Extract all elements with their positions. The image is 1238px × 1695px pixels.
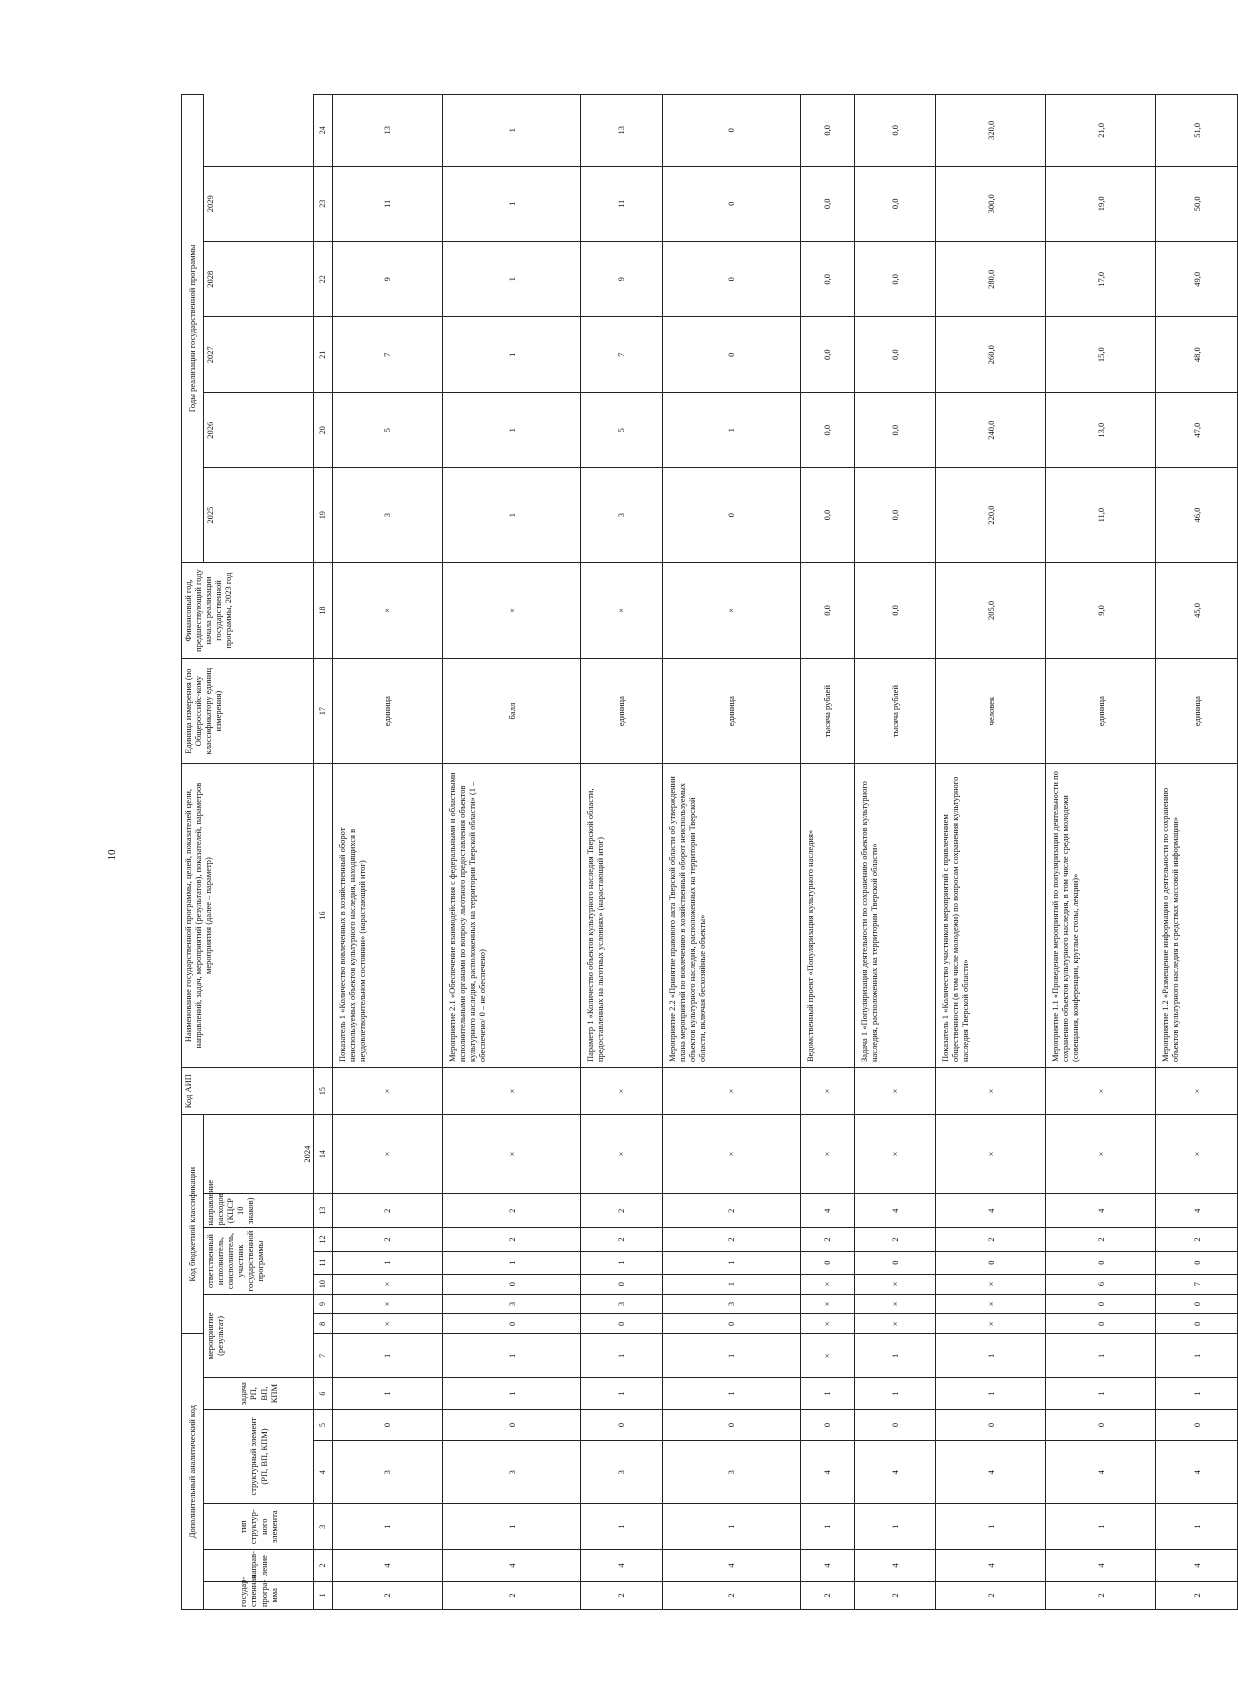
index-cell: 15 [314, 1068, 333, 1115]
name-cell: Мероприятие 2.2 «Принятие правового акта Тверской области об утверждении плана мероприятий по вовлечению в хозяйственный оборот неиспользуемых объектов культурного наследия, расположенных на территории Тверской области, включая бесхозяйные объекты» [662, 764, 800, 1068]
base-year-cell: 205,0 [936, 562, 1046, 658]
year-value-cell: 0,0 [854, 317, 936, 392]
code-cell: 1 [1046, 1378, 1156, 1409]
year-value-cell: 1 [442, 166, 580, 241]
code-cell: 0 [1046, 1251, 1156, 1274]
header-fin-year: Финансовый год, предшествующий году начала реализации государственной программы, 2023 год [182, 562, 314, 658]
code-cell: 3 [581, 1441, 663, 1504]
name-cell: Показатель 1 «Количество вовлеченных в хозяйственный оборот неиспользуемых объектов культурного наследия, находящихся в неудовлетворительном состоянии» (нарастающий итог) [333, 764, 443, 1068]
year-value-cell: 5 [581, 392, 663, 467]
table-row [662, 95, 800, 1610]
code-cell: 1 [442, 1334, 580, 1378]
code-cell: 1 [854, 1378, 936, 1409]
code-cell: 0 [442, 1314, 580, 1334]
code-cell: 1 [581, 1334, 663, 1378]
table-row [801, 95, 855, 1610]
code-cell: 0 [1046, 1294, 1156, 1314]
index-cell: 10 [314, 1274, 333, 1294]
index-cell: 21 [314, 317, 333, 392]
code-cell: 4 [1046, 1550, 1156, 1581]
header-aip-code: Код АИП [182, 1068, 314, 1115]
code-cell: 0 [1156, 1294, 1238, 1314]
code-cell: × [801, 1314, 855, 1334]
year-value-cell: 0,0 [854, 242, 936, 317]
code-cell: 1 [442, 1251, 580, 1274]
header-year-2028: 2028 [204, 242, 314, 317]
table-row [442, 95, 580, 1610]
unit-cell: единица [581, 659, 663, 764]
table-row [854, 95, 936, 1610]
index-cell: 17 [314, 659, 333, 764]
year-value-cell: 7 [581, 317, 663, 392]
base-year-cell: × [442, 562, 580, 658]
code-cell: 0 [442, 1409, 580, 1440]
year-value-cell: 3 [581, 468, 663, 562]
year-value-cell: 240,0 [936, 392, 1046, 467]
index-cell: 20 [314, 392, 333, 467]
code-cell: 4 [662, 1550, 800, 1581]
code-cell: 2 [936, 1228, 1046, 1251]
code-cell: 2 [801, 1228, 855, 1251]
code-cell: 4 [581, 1550, 663, 1581]
code-cell: 4 [1046, 1193, 1156, 1228]
year-value-cell: 1 [442, 95, 580, 167]
code-cell: × [1046, 1115, 1156, 1194]
name-cell: Мероприятие 1.1 «Проведение мероприятий по популяризации деятельности по сохранению объектов культурного наследия, в том числе среди молодежи (совещания, конференции, круглые столы, лекции)» [1046, 764, 1156, 1068]
index-cell: 1 [314, 1581, 333, 1609]
code-cell: × [1156, 1068, 1238, 1115]
code-cell: 1 [662, 1378, 800, 1409]
year-value-cell: 1 [442, 392, 580, 467]
code-cell: 4 [854, 1193, 936, 1228]
year-value-cell: 0,0 [801, 242, 855, 317]
unit-cell: балл [442, 659, 580, 764]
code-cell: 2 [442, 1581, 580, 1609]
code-cell: 4 [801, 1441, 855, 1504]
code-cell: 1 [662, 1334, 800, 1378]
code-cell: 4 [1156, 1441, 1238, 1504]
table-row [581, 95, 663, 1610]
code-cell: 1 [581, 1378, 663, 1409]
code-cell: 1 [1156, 1504, 1238, 1550]
code-cell: 0 [662, 1314, 800, 1334]
year-value-cell: 17,0 [1046, 242, 1156, 317]
year-value-cell: 0,0 [854, 468, 936, 562]
code-cell: 1 [1046, 1504, 1156, 1550]
year-value-cell: 0,0 [801, 317, 855, 392]
table-body [333, 95, 1238, 1610]
base-year-cell: × [333, 562, 443, 658]
index-cell: 24 [314, 95, 333, 167]
year-value-cell: 0 [662, 95, 800, 167]
code-cell: 2 [662, 1193, 800, 1228]
header-budget-code-span: Код бюджетной классификации [182, 1115, 204, 1334]
index-cell: 9 [314, 1294, 333, 1314]
year-value-cell: 1 [442, 242, 580, 317]
code-cell: 2 [333, 1581, 443, 1609]
year-value-cell: 280,0 [936, 242, 1046, 317]
code-cell: 3 [662, 1294, 800, 1314]
index-cell: 2 [314, 1550, 333, 1581]
year-value-cell: 0,0 [854, 95, 936, 167]
name-cell: Мероприятие 2.1 «Обеспечение взаимодействия с федеральными и областными исполнительными органами по вопросу льготного предоставления объектов культурного наследия, расположенных на территории Тверской области» (1 – обеспечено/ 0 – не обеспечено) [442, 764, 580, 1068]
year-value-cell: 11,0 [1046, 468, 1156, 562]
code-cell: 1 [1156, 1334, 1238, 1378]
header-year-2027: 2027 [204, 317, 314, 392]
name-cell: Показатель 1 «Количество участников мероприятий с привлечением общественности (в том числе молодежи) по вопросам сохранения культурного наследия Тверской области» [936, 764, 1046, 1068]
table-row [333, 95, 443, 1610]
code-cell: 1 [333, 1504, 443, 1550]
table-row [1046, 95, 1156, 1610]
code-cell: 0 [581, 1409, 663, 1440]
code-cell: × [333, 1294, 443, 1314]
year-value-cell: 13,0 [1046, 392, 1156, 467]
code-cell: 1 [1156, 1378, 1238, 1409]
base-year-cell: 0,0 [854, 562, 936, 658]
code-cell: × [801, 1115, 855, 1194]
year-value-cell: 0 [662, 166, 800, 241]
code-cell: 2 [801, 1581, 855, 1609]
header-name: Наименование государственной программы, целей, показателей цели, направлений, задач, мероприятий (результатов), показателей, параметров мероприятия (далее – параметр) [182, 764, 314, 1068]
year-value-cell: 19,0 [1046, 166, 1156, 241]
year-value-cell: 1 [442, 468, 580, 562]
code-cell: × [936, 1294, 1046, 1314]
header-year-2025: 2025 [204, 468, 314, 562]
index-cell: 8 [314, 1314, 333, 1334]
index-cell: 12 [314, 1228, 333, 1251]
code-cell: × [854, 1068, 936, 1115]
code-cell: 1 [662, 1251, 800, 1274]
year-value-cell: 320,0 [936, 95, 1046, 167]
code-cell: 2 [1046, 1228, 1156, 1251]
code-cell: 0 [854, 1409, 936, 1440]
header-year-2029: 2029 [204, 166, 314, 241]
code-cell: 4 [442, 1550, 580, 1581]
year-value-cell: 48,0 [1156, 317, 1238, 392]
code-cell: × [1046, 1068, 1156, 1115]
code-cell: 0 [936, 1251, 1046, 1274]
year-value-cell: 51,0 [1156, 95, 1238, 167]
table-header [182, 95, 333, 1610]
code-cell: 0 [1156, 1314, 1238, 1334]
year-value-cell: 9 [333, 242, 443, 317]
code-cell: 1 [662, 1274, 800, 1294]
header-year-2026: 2026 [204, 392, 314, 467]
header-direction: направ-ление [204, 1550, 314, 1581]
code-cell: 3 [333, 1441, 443, 1504]
code-cell: × [662, 1115, 800, 1194]
code-cell: 1 [333, 1334, 443, 1378]
year-value-cell: 0,0 [801, 166, 855, 241]
code-cell: 1 [442, 1378, 580, 1409]
code-cell: × [333, 1314, 443, 1334]
code-cell: 0 [1156, 1409, 1238, 1440]
base-year-cell: 45,0 [1156, 562, 1238, 658]
code-cell: 2 [333, 1193, 443, 1228]
code-cell: × [801, 1294, 855, 1314]
code-cell: 1 [581, 1251, 663, 1274]
code-cell: × [854, 1314, 936, 1334]
base-year-cell: × [581, 562, 663, 658]
name-cell: Задача 1 «Популяризация деятельности по сохранению объектов культурного наследия, расположенных на территории Тверской области» [854, 764, 936, 1068]
code-cell: × [801, 1334, 855, 1378]
year-value-cell: 50,0 [1156, 166, 1238, 241]
index-cell: 19 [314, 468, 333, 562]
unit-cell: единица [662, 659, 800, 764]
year-value-cell: 300,0 [936, 166, 1046, 241]
year-value-cell: 1 [662, 392, 800, 467]
header-additional-code: Дополнительный аналитический код [182, 1334, 204, 1610]
code-cell: 2 [581, 1228, 663, 1251]
code-cell: 0 [936, 1409, 1046, 1440]
header-struct-element: структурный элемент (РП, ВП, КПМ) [204, 1409, 314, 1503]
page-number: 10 [106, 849, 118, 861]
year-value-cell: 13 [581, 95, 663, 167]
code-cell: 0 [854, 1251, 936, 1274]
code-cell: 4 [801, 1550, 855, 1581]
index-cell: 7 [314, 1334, 333, 1378]
header-event: мероприятие (результат) [204, 1294, 314, 1378]
code-cell: 1 [801, 1504, 855, 1550]
year-value-cell: 260,0 [936, 317, 1046, 392]
unit-cell: единица [333, 659, 443, 764]
year-value-cell: 0 [662, 242, 800, 317]
base-year-cell: × [662, 562, 800, 658]
table-row [1156, 95, 1238, 1610]
code-cell: 4 [936, 1550, 1046, 1581]
code-cell: 4 [854, 1550, 936, 1581]
year-value-cell: 0 [662, 317, 800, 392]
code-cell: 1 [936, 1504, 1046, 1550]
code-cell: 0 [1046, 1314, 1156, 1334]
index-cell: 22 [314, 242, 333, 317]
index-cell: 23 [314, 166, 333, 241]
year-value-cell: 0,0 [801, 392, 855, 467]
header-unit: Единица измерения (по Общероссийс-кому классификатору единиц измерения) [182, 659, 314, 764]
code-cell: 2 [1156, 1581, 1238, 1609]
name-cell: Ведомственный проект «Популяризация культурного наследия» [801, 764, 855, 1068]
program-table [181, 94, 1238, 1610]
year-value-cell: 0,0 [801, 468, 855, 562]
year-value-cell: 11 [581, 166, 663, 241]
year-value-cell: 49,0 [1156, 242, 1238, 317]
year-value-cell: 7 [333, 317, 443, 392]
code-cell: 0 [662, 1409, 800, 1440]
code-cell: 2 [442, 1228, 580, 1251]
code-cell: 1 [936, 1378, 1046, 1409]
header-year-2024: 2024 [204, 1115, 314, 1194]
year-value-cell: 0,0 [854, 166, 936, 241]
base-year-cell: 9,0 [1046, 562, 1156, 658]
code-cell: × [442, 1068, 580, 1115]
year-value-cell: 13 [333, 95, 443, 167]
year-value-cell: 1 [442, 317, 580, 392]
code-cell: 1 [333, 1378, 443, 1409]
code-cell: 0 [333, 1409, 443, 1440]
index-cell: 13 [314, 1193, 333, 1228]
index-cell: 14 [314, 1115, 333, 1194]
code-cell: 0 [581, 1274, 663, 1294]
unit-cell: единица [1046, 659, 1156, 764]
code-cell: × [662, 1068, 800, 1115]
code-cell: 3 [581, 1294, 663, 1314]
name-cell: Мероприятие 1.2 «Размещение информации о деятельности по сохранению объектов культурного наследия в средствах массовой информации» [1156, 764, 1238, 1068]
base-year-cell: 0,0 [801, 562, 855, 658]
year-value-cell: 0,0 [801, 95, 855, 167]
header-executor: ответственный исполнитель, соисполнитель, участник государственной программы [204, 1228, 314, 1294]
code-cell: 2 [1046, 1581, 1156, 1609]
code-cell: 1 [801, 1378, 855, 1409]
index-cell: 3 [314, 1504, 333, 1550]
code-cell: 3 [442, 1441, 580, 1504]
code-cell: 1 [581, 1504, 663, 1550]
year-value-cell: 9 [581, 242, 663, 317]
header-state-program: государ-ственная програ-мма [204, 1581, 314, 1609]
code-cell: × [1156, 1115, 1238, 1194]
code-cell: 4 [854, 1441, 936, 1504]
year-value-cell: 21,0 [1046, 95, 1156, 167]
year-value-cell: 5 [333, 392, 443, 467]
code-cell: 2 [854, 1228, 936, 1251]
code-cell: × [333, 1115, 443, 1194]
code-cell: 0 [442, 1274, 580, 1294]
code-cell: 0 [1046, 1409, 1156, 1440]
code-cell: × [854, 1294, 936, 1314]
year-value-cell: 3 [333, 468, 443, 562]
index-cell: 4 [314, 1441, 333, 1504]
code-cell: 2 [442, 1193, 580, 1228]
year-value-cell: 46,0 [1156, 468, 1238, 562]
code-cell: × [333, 1068, 443, 1115]
code-cell: × [936, 1314, 1046, 1334]
code-cell: 4 [333, 1550, 443, 1581]
code-cell: × [936, 1068, 1046, 1115]
header-expense: направление расходов (КЦСР 10 знаков) [204, 1193, 314, 1228]
code-cell: 2 [333, 1228, 443, 1251]
code-cell: × [936, 1115, 1046, 1194]
code-cell: 4 [936, 1193, 1046, 1228]
code-cell: 6 [1046, 1274, 1156, 1294]
year-value-cell: 0 [662, 468, 800, 562]
index-row [314, 95, 333, 1610]
unit-cell: человек [936, 659, 1046, 764]
code-cell: 2 [1156, 1228, 1238, 1251]
year-value-cell: 220,0 [936, 468, 1046, 562]
code-cell: × [854, 1115, 936, 1194]
unit-cell: тысяча рублей [801, 659, 855, 764]
code-cell: 2 [581, 1193, 663, 1228]
rotated-page [181, 94, 1238, 1610]
year-value-cell: 47,0 [1156, 392, 1238, 467]
code-cell: 1 [1046, 1334, 1156, 1378]
unit-cell: тысяча рублей [854, 659, 936, 764]
code-cell: 7 [1156, 1274, 1238, 1294]
code-cell: 1 [854, 1504, 936, 1550]
code-cell: × [442, 1115, 580, 1194]
code-cell: 0 [581, 1314, 663, 1334]
code-cell: 2 [936, 1581, 1046, 1609]
code-cell: 4 [1046, 1441, 1156, 1504]
header-years-group: Годы реализации государственной программы [182, 95, 204, 563]
index-cell: 5 [314, 1409, 333, 1440]
table-row [936, 95, 1046, 1610]
code-cell: 1 [936, 1334, 1046, 1378]
code-cell: × [801, 1068, 855, 1115]
code-cell: 4 [936, 1441, 1046, 1504]
code-cell: 2 [662, 1581, 800, 1609]
code-cell: 0 [1156, 1251, 1238, 1274]
year-value-cell: 0,0 [854, 392, 936, 467]
code-cell: 1 [333, 1251, 443, 1274]
code-cell: 3 [662, 1441, 800, 1504]
year-value-cell: 11 [333, 166, 443, 241]
code-cell: 1 [662, 1504, 800, 1550]
code-cell: 4 [1156, 1550, 1238, 1581]
code-cell: 0 [801, 1409, 855, 1440]
code-cell: × [333, 1274, 443, 1294]
code-cell: × [581, 1115, 663, 1194]
name-cell: Параметр 1 «Количество объектов культурного наследия Тверской области, предоставленных на льготных условиях» (нарастающий итог) [581, 764, 663, 1068]
index-cell: 18 [314, 562, 333, 658]
index-cell: 6 [314, 1378, 333, 1409]
code-cell: 2 [854, 1581, 936, 1609]
index-cell: 16 [314, 764, 333, 1068]
code-cell: × [801, 1274, 855, 1294]
header-struct-type: тип структур-ного элемента [204, 1504, 314, 1550]
code-cell: 2 [662, 1228, 800, 1251]
code-cell: 2 [581, 1581, 663, 1609]
code-cell: 1 [442, 1504, 580, 1550]
code-cell: 0 [801, 1251, 855, 1274]
unit-cell: единица [1156, 659, 1238, 764]
code-cell: × [936, 1274, 1046, 1294]
header-task: задача РП, ВП, КПМ [204, 1378, 314, 1409]
index-cell: 11 [314, 1251, 333, 1274]
year-value-cell: 15,0 [1046, 317, 1156, 392]
code-cell: × [581, 1068, 663, 1115]
code-cell: × [854, 1274, 936, 1294]
code-cell: 4 [1156, 1193, 1238, 1228]
code-cell: 1 [854, 1334, 936, 1378]
code-cell: 4 [801, 1193, 855, 1228]
code-cell: 3 [442, 1294, 580, 1314]
